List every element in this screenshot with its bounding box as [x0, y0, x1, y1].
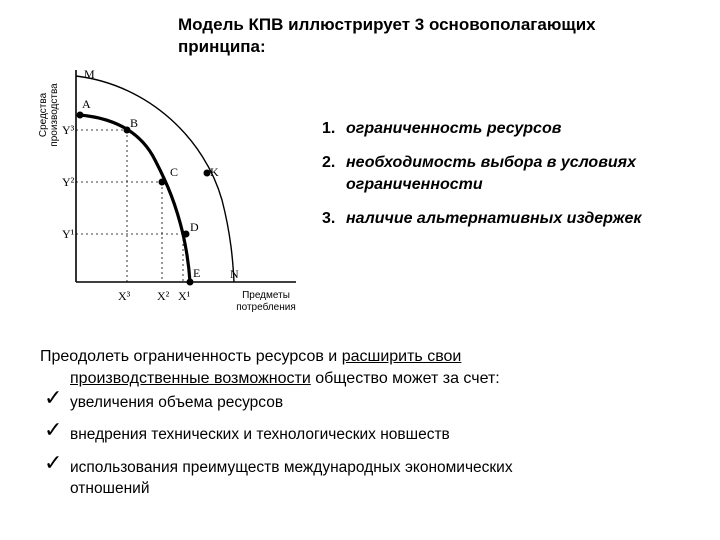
title-line-1: Модель КПВ иллюстрирует 3 основополагающих	[178, 15, 596, 34]
point-d-marker	[183, 231, 190, 238]
principle-text: наличие альтернативных издержек	[346, 210, 642, 227]
x-axis-label-line-2: потребления	[236, 302, 296, 313]
label-k: K	[210, 165, 219, 179]
principle-item-3	[322, 208, 720, 230]
principle-number: 1.	[322, 120, 336, 137]
label-m: M	[84, 67, 95, 81]
x-tick-1: X¹	[178, 289, 191, 303]
principles-list	[322, 118, 720, 242]
intro-text-end: общество может за счет:	[310, 370, 500, 387]
way-item-3	[44, 451, 704, 499]
label-e: E	[193, 266, 201, 280]
label-c: C	[170, 165, 179, 179]
y-tick-2: Y²	[62, 175, 75, 189]
principle-item-1	[322, 118, 720, 140]
point-a-marker	[77, 112, 84, 119]
principle-number: 2.	[322, 154, 336, 171]
y-axis-label-line-2: производства	[49, 83, 60, 147]
way-text: использования преимуществ международных экономических	[70, 459, 513, 476]
label-a: A	[82, 97, 91, 111]
way-text: увеличения объема ресурсов	[70, 394, 284, 411]
y-axis-label-line-1: Средства	[38, 92, 49, 138]
ways-list	[44, 386, 704, 499]
title-line-2: принципа:	[178, 37, 266, 56]
way-text: внедрения технических и технологических новшеств	[70, 426, 450, 443]
check-icon: ✓	[44, 451, 63, 476]
label-d: D	[190, 220, 199, 234]
guide-lines	[76, 130, 183, 282]
principle-text: необходимость выбора в условиях ограниченности	[346, 154, 636, 193]
underlined-phrase-1: расширить свои	[341, 348, 462, 365]
outer-curve	[76, 76, 234, 282]
y-tick-1: Y¹	[62, 227, 75, 241]
way-text-line-2: отношений	[70, 480, 150, 497]
intro-paragraph	[40, 346, 710, 390]
way-item-2	[44, 418, 704, 445]
intro-text-start: Преодолеть ограниченность ресурсов и	[40, 348, 342, 365]
check-icon: ✓	[44, 386, 63, 411]
intro-line-2	[40, 368, 710, 390]
principle-item-2	[322, 152, 720, 196]
principle-text: ограниченность ресурсов	[346, 120, 562, 137]
label-n: N	[230, 267, 239, 281]
check-icon: ✓	[44, 418, 63, 443]
x-axis-label-line-1: Предметы	[242, 290, 290, 301]
point-c-marker	[159, 179, 166, 186]
x-tick-2: X²	[157, 289, 170, 303]
underlined-phrase-2: производственные возможности	[70, 370, 311, 387]
ppf-curve	[80, 115, 190, 282]
principle-number: 3.	[322, 210, 336, 227]
way-item-1	[44, 386, 704, 413]
label-b: B	[130, 116, 139, 130]
y-tick-3: Y³	[62, 123, 75, 137]
x-tick-3: X³	[118, 289, 131, 303]
